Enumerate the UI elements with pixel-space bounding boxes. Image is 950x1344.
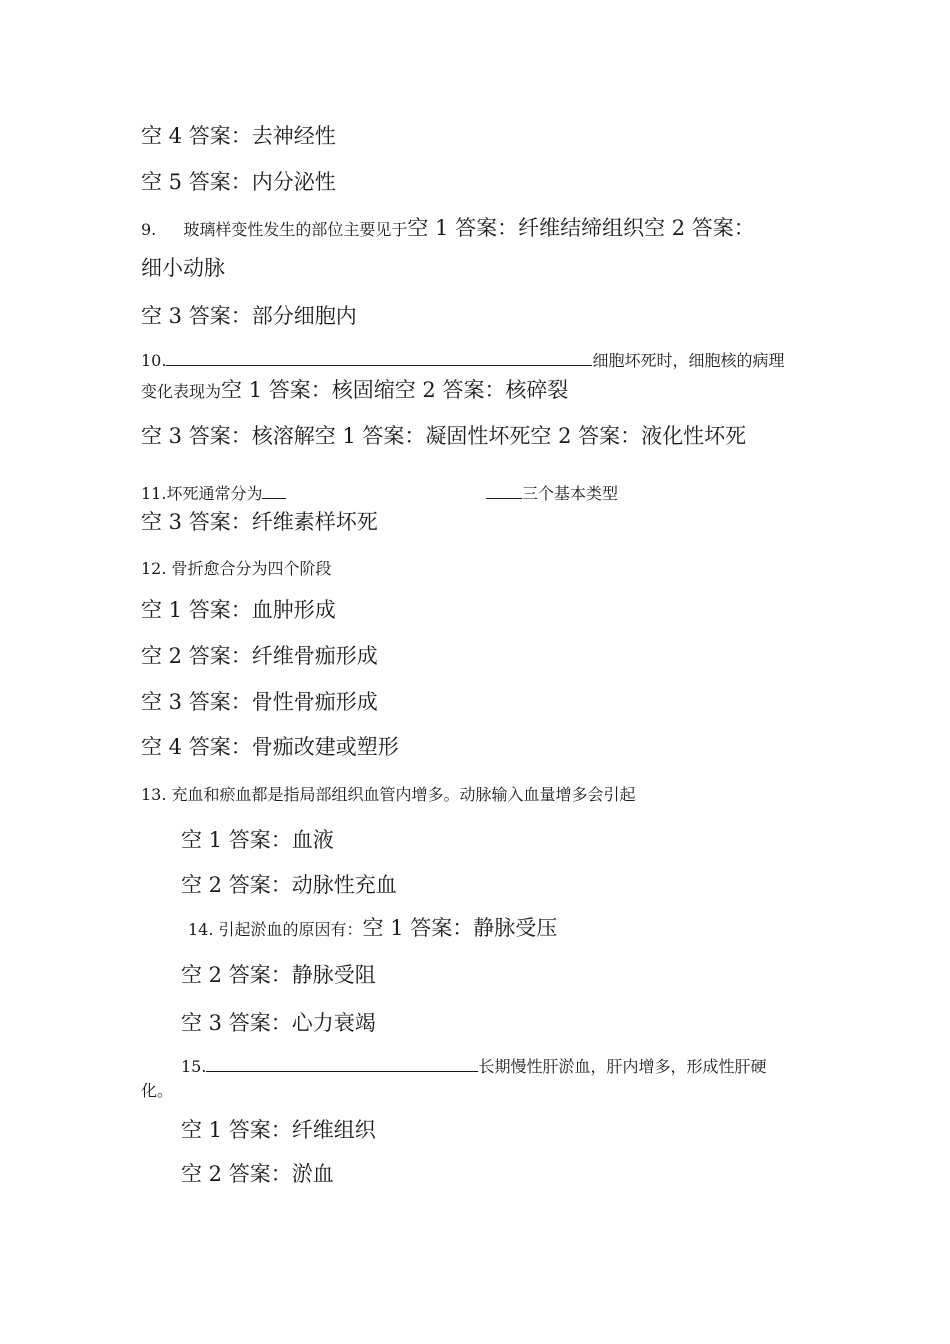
fill-blank [262,497,286,499]
answer-line: 空 2 答案：静脉受阻 [181,963,376,987]
answer-line: 空 2 答案：淤血 [181,1162,334,1186]
question-15-continuation: 化。 [141,1081,174,1100]
question-15 [181,1054,766,1077]
question-text: 11.坏死通常分为 [141,484,263,503]
answer-line: 空 1 答案：血肿形成 [141,598,336,622]
question-text: 14. 引起淤血的原因有： [188,920,363,939]
answer-line: 空 1 答案：血液 [181,828,334,852]
answer-line: 空 2 答案：纤维骨痂形成 [141,644,378,668]
fill-blank [166,364,592,366]
answer-line: 空 3 答案：心力衰竭 [181,1011,376,1035]
question-text: 三个基本类型 [522,484,619,503]
question-text: 变化表现为 [141,382,222,401]
question-number: 9. [141,220,157,239]
fill-blank [486,497,522,499]
question-14 [188,912,557,942]
answer-line: 空 5 答案：内分泌性 [141,170,336,194]
question-text: 长期慢性肝淤血，肝内增多，形成性肝硬 [478,1057,767,1076]
answer-line: 空 3 答案：核溶解空 1 答案：凝固性坏死空 2 答案：液化性坏死 [141,424,747,448]
question-text: 细胞坏死时，细胞核的病理 [592,351,785,370]
fill-blank [206,1070,478,1072]
question-10 [141,348,784,371]
answer-line: 空 4 答案：骨痂改建或塑形 [141,735,399,759]
question-10-continuation [141,374,568,404]
question-9 [141,212,755,242]
question-13: 13. 充血和瘀血都是指局部组织血管内增多。动脉输入血量增多会引起 [141,785,636,804]
answer-continuation: 细小动脉 [141,256,225,280]
answer-line: 空 3 答案：骨性骨痂形成 [141,690,378,714]
question-11 [141,481,286,504]
answer-line: 空 4 答案：去神经性 [141,124,336,148]
question-text: 玻璃样变性发生的部位主要见于 [183,220,408,239]
question-number: 10. [141,351,167,370]
answer-line: 空 2 答案：动脉性充血 [181,873,397,897]
answer-line: 空 1 答案：纤维组织 [181,1118,376,1142]
answer-text: 空 1 答案：纤维结缔组织空 2 答案： [407,216,755,240]
question-number: 15. [181,1057,207,1076]
answer-line: 空 3 答案：部分细胞内 [141,304,357,328]
answer-text: 空 1 答案：静脉受压 [362,916,558,940]
answer-text: 空 1 答案：核固缩空 2 答案：核碎裂 [221,378,569,402]
question-12: 12. 骨折愈合分为四个阶段 [141,559,332,578]
question-11-tail [486,481,618,504]
answer-line: 空 3 答案：纤维素样坏死 [141,510,378,534]
